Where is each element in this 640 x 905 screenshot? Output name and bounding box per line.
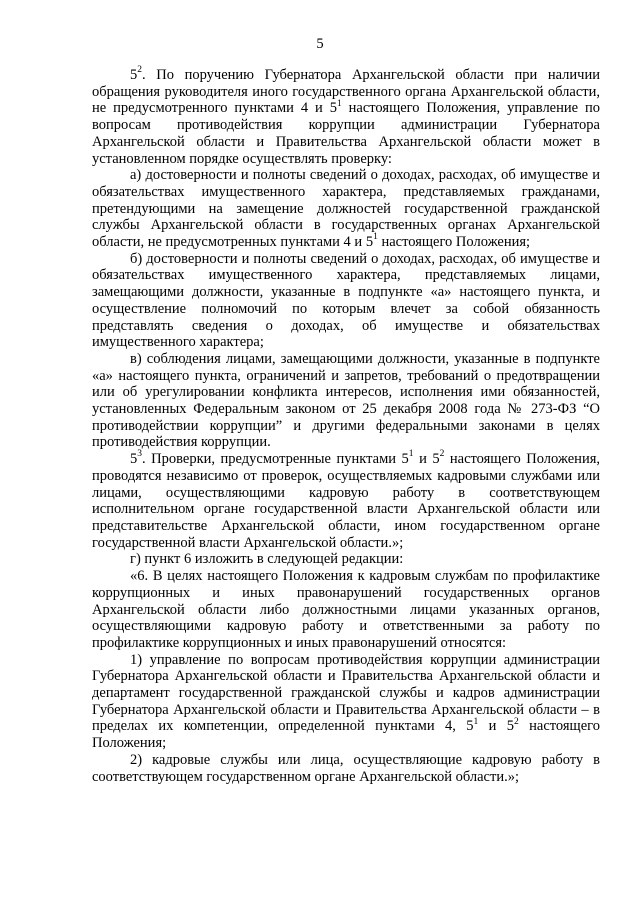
text-run: 5 bbox=[130, 451, 138, 468]
superscript: 1 bbox=[336, 98, 342, 109]
item-2 bbox=[92, 752, 600, 785]
document-body bbox=[92, 67, 600, 785]
superscript: 3 bbox=[137, 449, 142, 460]
text-run: а) достоверности и полноты сведений о доходах, расходах, об имуществе и обязательствах имущественного характера, представляемых гражданами, претендующими на замещение должностей государственной гражданской службы Архангельской области в государственных органах Архангельской области, не предусмотренных пунктами 4 и 5 bbox=[92, 167, 600, 251]
item-a bbox=[92, 167, 600, 251]
text-run: 5 bbox=[130, 67, 138, 83]
item-v bbox=[92, 351, 600, 451]
text-run: б) достоверности и полноты сведений о доходах, расходах, об имуществе и обязательствах имущественного характера, представляемых лицами, замещающими должности, указанные в подпункте «а» настоящего пункта, и осуществление полномочий по которым влечет за собой обязанность представлять сведения о доходах, об имуществе и обязательствах имущественного характера; bbox=[92, 250, 600, 351]
text-run: в) соблюдения лицами, замещающими должности, указанные в подпункте «а» настоящего пункта, ограничений и запретов, требований о предотвращении или об урегулировании конфликта интересов, исполнения ими обязанностей, установленных Федеральным законом от 25 декабря 2008 года № 273-ФЗ “О противодействии коррупции” и другими федеральными законами в целях противодействия коррупции. bbox=[92, 350, 600, 451]
text-run: настоящего Положения, проводятся независимо от проверок, осуществляемых кадровыми службами или лицами, осуществляющими кадровую работу в соответствующем исполнительном органе государственной власти Архангельской области или представительстве Архангельской области, ином государственном органе государственной власти Архангельской области.»; bbox=[92, 451, 600, 551]
paragraph-6 bbox=[92, 568, 600, 652]
page-number: 5 bbox=[316, 36, 324, 52]
text-run: настоящего Положения; bbox=[377, 234, 531, 251]
text-run: и 5 bbox=[413, 451, 440, 468]
text-run: г) пункт 6 изложить в следующей редакции: bbox=[130, 551, 404, 568]
text-run: «6. В целях настоящего Положения к кадровым службам по профилактике коррупционных и иных правонарушений государственных органов Архангельской области либо должностными лицами указанных органов, осуществляющими кадровую работу и ответственными за работу по профилактике коррупционных и иных правонарушений относятся: bbox=[92, 568, 600, 651]
text-run: 1) управление по вопросам противодействия коррупции администрации Губернатора Архангельской области и Правительства Архангельской области и департамент государственной гражданской службы и кадров администрации Губернатора Архангельской области и Правительства Архангельской области – в пределах их компетенции, определенной пунктами 4, 5 bbox=[92, 651, 600, 735]
superscript: 1 bbox=[408, 449, 414, 460]
text-run: 2) кадровые службы или лица, осуществляющие кадровую работу в соответствующем государственном органе Архангельской области.»; bbox=[92, 751, 600, 785]
item-g bbox=[92, 551, 600, 568]
text-run: . Проверки, предусмотренные пунктами 5 bbox=[142, 451, 409, 468]
superscript: 2 bbox=[514, 716, 519, 727]
superscript: 2 bbox=[439, 449, 445, 460]
superscript: 1 bbox=[473, 716, 479, 727]
item-1 bbox=[92, 652, 600, 752]
paragraph-5-3 bbox=[92, 451, 600, 551]
paragraph-5-2 bbox=[92, 67, 600, 167]
text-run: настоящего Положения, управление по вопросам противодействия коррупции администрации Губернатора Архангельской области и Правительства Архангельской области может в установленном порядке осуществлять проверку: bbox=[92, 100, 601, 167]
item-b bbox=[92, 251, 600, 351]
text-run: . По поручению Губернатора Архангельской области при наличии обращения руководителя иного государственного органа Архангельской области, не предусмотренного пунктами 4 и 5 bbox=[92, 67, 600, 117]
superscript: 1 bbox=[373, 232, 378, 243]
superscript: 2 bbox=[137, 65, 142, 76]
text-run: настоящего Положения; bbox=[92, 718, 600, 752]
text-run: и 5 bbox=[478, 718, 515, 735]
